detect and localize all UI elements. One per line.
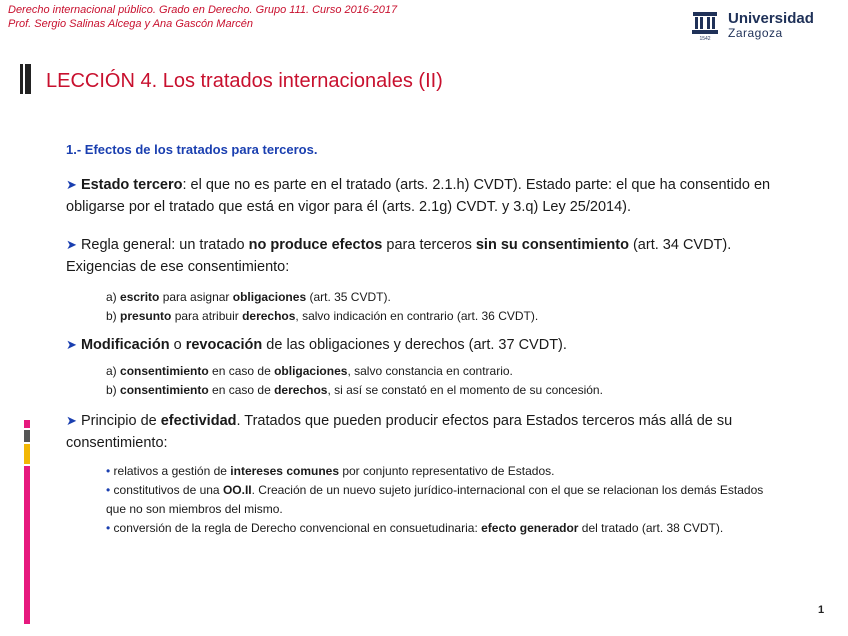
term-estado-tercero: Estado tercero [80,177,183,193]
bullet-icon: • [106,483,111,497]
arrow-bullet-icon: ➤ [66,237,77,252]
subitem-b: b) presunto para atribuir derechos, salvo indicación en contrario (art. 36 CVDT). [106,309,539,323]
subitems-efectividad [106,462,786,538]
paragraph-modificacion: ➤ Modificación o revocación de las obligaciones y derechos (art. 37 CVDT). [66,337,567,353]
logo-word-zaragoza: Zaragoza [728,26,783,40]
logo-word-universidad: Universidad [728,10,814,27]
list-item: • conversión de la regla de Derecho convencional en consuetudinaria: efecto generador del tratado (art. 38 CVDT). [106,521,724,535]
bullet-icon: • [106,521,111,535]
side-bar-pink [24,466,30,624]
arrow-bullet-icon: ➤ [66,337,77,352]
side-bar-pink-top [24,420,30,428]
paragraph-regla-general: ➤ Regla general: un tratado no produce efectos para terceros sin su consentimiento (art. 34 CVDT). Exigencias de ese consentimiento: [66,237,732,275]
subitem-b: b) consentimiento en caso de derechos, si así se constató en el momento de su concesión. [106,383,603,397]
university-logo [690,10,835,42]
subitem-a: a) escrito para asignar obligaciones (art. 35 CVDT). [106,290,391,304]
page-number: 1 [818,604,825,616]
paragraph-estado-tercero: ➤ Estado tercero: el que no es parte en el tratado (arts. 2.1.h) CVDT). Estado parte: el que ha consentido en obligarse por el tratado que está en vigor para él (arts. 2.1g) CVDT. y 3.q) Ley 25/2014). [66,177,771,215]
subitem-a: a) consentimiento en caso de obligaciones, salvo constancia en contrario. [106,364,513,378]
bullet-icon: • [106,464,111,478]
lesson-title: LECCIÓN 4. Los tratados internacionales (II) [46,70,443,92]
course-header-line2: Prof. Sergio Salinas Alcega y Ana Gascón Marcén [8,18,253,30]
side-bar-yellow [24,444,30,464]
course-header-line1: Derecho internacional público. Grado en Derecho. Grupo 111. Curso 2016-2017 [8,4,398,16]
subitems-modificacion [106,362,786,400]
paragraph-efectividad: ➤ Principio de efectividad. Tratados que pueden producir efectos para Estados terceros más allá de su consentimiento: [66,413,733,451]
logo-seal-text: 1542 [699,36,711,42]
arrow-bullet-icon: ➤ [66,177,77,192]
list-item: • relativos a gestión de intereses comunes por conjunto representativo de Estados. [106,464,555,478]
subitems-consentimiento [106,288,786,326]
arrow-bullet-icon: ➤ [66,413,77,428]
university-building-logo-icon [690,10,720,42]
section-heading: 1.- Efectos de los tratados para terceros. [66,142,318,157]
list-item: • constitutivos de una OO.II. Creación de un nuevo sujeto jurídico-internacional con el que se relacionan los demás Estados que no son miembros del mismo. [106,483,764,516]
side-bar-gray [24,430,30,442]
